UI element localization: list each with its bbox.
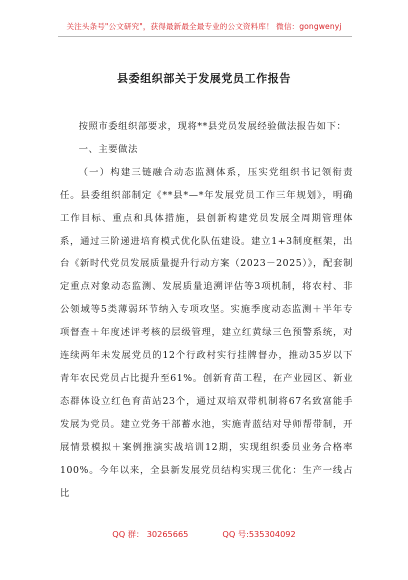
document-body — [60, 116, 353, 505]
header-divider — [58, 36, 352, 37]
section-heading: 一、主要做法 — [78, 143, 138, 155]
footer-contact — [0, 529, 408, 540]
footer-qq-group: QQ 群： 30265665 — [112, 529, 189, 539]
header-promo-note: 关注头条号"公文研究"，获得最新最全最专业的公文资料库！ 微信：gongwenyj — [66, 22, 342, 31]
document-title: 县委组织部关于发展党员工作报告 — [117, 72, 291, 85]
body-paragraph: （一）构建三链融合动态监测体系，压实党组织书记领衔责任。县委组织部制定《**县*—*年发展党员工作三年规划》，明确工作目标、重点和具体措施，县创新构建党员发展全周期管理体系，通过三阶递进培育模式优化队伍建设。建立1+3制度框架，出台《新时代党员发展质量提升行动方案（2023－2025）》，配套制定重点对象动态监测、发展质量追溯评估等3项机制，将农村、非公领域等5类薄弱环节纳入专项攻坚。实施季度动态监测＋半年专项督查＋年度述评考核的层级管理，建立红黄绿三色预警系统，对连续两年未发展党员的12个行政村实行挂牌督办，推动35岁以下青年农民党员占比提升至61%。创新育苗工程，在产业园区、新业态群体设立红色育苗站23个，通过双培双带机制将67名致富能手发展为党员。建立党务干部蓄水池，实施青蓝结对导师帮带制，开展情景模拟＋案例推演实战培训12期，实现组织委员业务合格率100%。今年以来，全县新发展党员结构实现三优化：生产一线占比 — [60, 166, 353, 499]
footer-qq-number: QQ 号:535304092 — [222, 529, 296, 539]
intro-paragraph: 按照市委组织部要求，现将**县党员发展经验做法报告如下： — [78, 121, 347, 132]
